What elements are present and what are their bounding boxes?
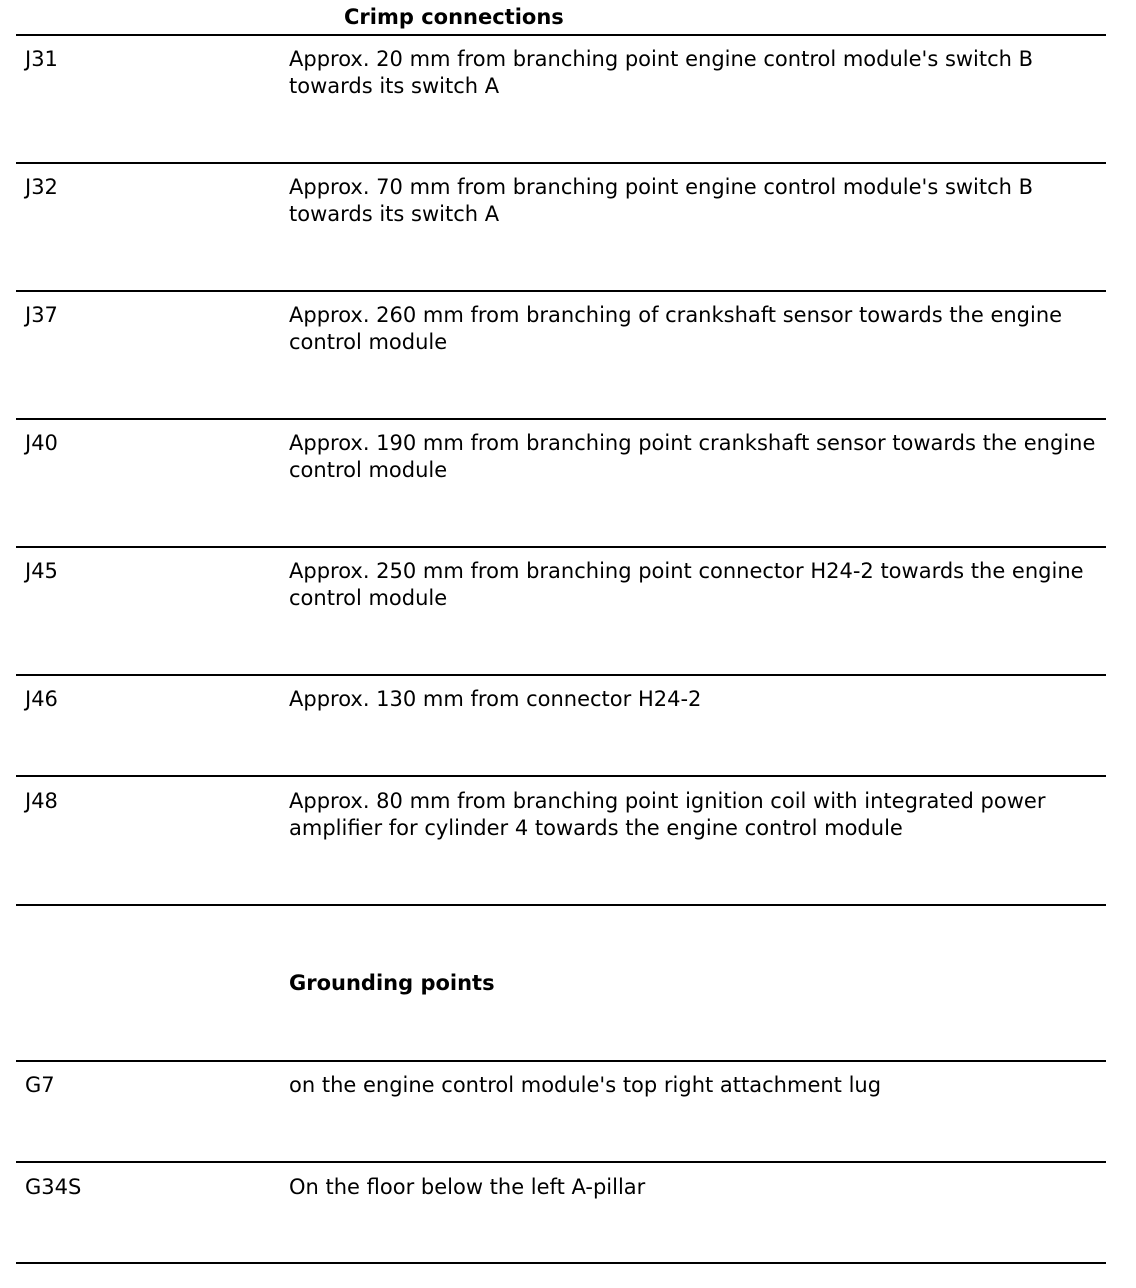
table-divider bbox=[16, 904, 1106, 906]
crimp-connections-heading: Crimp connections bbox=[344, 5, 564, 29]
row-code: G7 bbox=[25, 1073, 55, 1097]
row-code: J46 bbox=[25, 687, 58, 711]
table-divider bbox=[16, 418, 1106, 420]
row-description: on the engine control module's top right attachment lug bbox=[289, 1073, 882, 1097]
row-description: Approx. 20 mm from branching point engine control module's switch B towards its switch A bbox=[289, 47, 1034, 98]
row-description: Approx. 70 mm from branching point engine control module's switch B towards its switch A bbox=[289, 175, 1034, 226]
row-description: Approx. 130 mm from connector H24-2 bbox=[289, 687, 702, 711]
row-code: J31 bbox=[25, 47, 58, 71]
table-divider bbox=[16, 546, 1106, 548]
row-description: Approx. 80 mm from branching point ignition coil with integrated power amplifier for cylinder 4 towards the engine control module bbox=[289, 789, 1046, 840]
row-code: J48 bbox=[25, 789, 58, 813]
table-divider bbox=[16, 34, 1106, 36]
row-description: On the floor below the left A-pillar bbox=[289, 1175, 646, 1199]
row-description: Approx. 260 mm from branching of crankshaft sensor towards the engine control module bbox=[289, 303, 1063, 354]
row-code: J32 bbox=[25, 175, 58, 199]
table-divider bbox=[16, 1161, 1106, 1163]
row-code: G34S bbox=[25, 1175, 82, 1199]
table-divider bbox=[16, 674, 1106, 676]
table-divider bbox=[16, 1262, 1106, 1264]
row-code: J37 bbox=[25, 303, 58, 327]
row-code: J45 bbox=[25, 559, 58, 583]
row-code: J40 bbox=[25, 431, 58, 455]
table-divider bbox=[16, 1060, 1106, 1062]
row-description: Approx. 190 mm from branching point crankshaft sensor towards the engine control module bbox=[289, 431, 1096, 482]
row-description: Approx. 250 mm from branching point connector H24-2 towards the engine control module bbox=[289, 559, 1084, 610]
table-divider bbox=[16, 775, 1106, 777]
table-divider bbox=[16, 162, 1106, 164]
grounding-points-heading: Grounding points bbox=[289, 971, 495, 995]
table-divider bbox=[16, 290, 1106, 292]
